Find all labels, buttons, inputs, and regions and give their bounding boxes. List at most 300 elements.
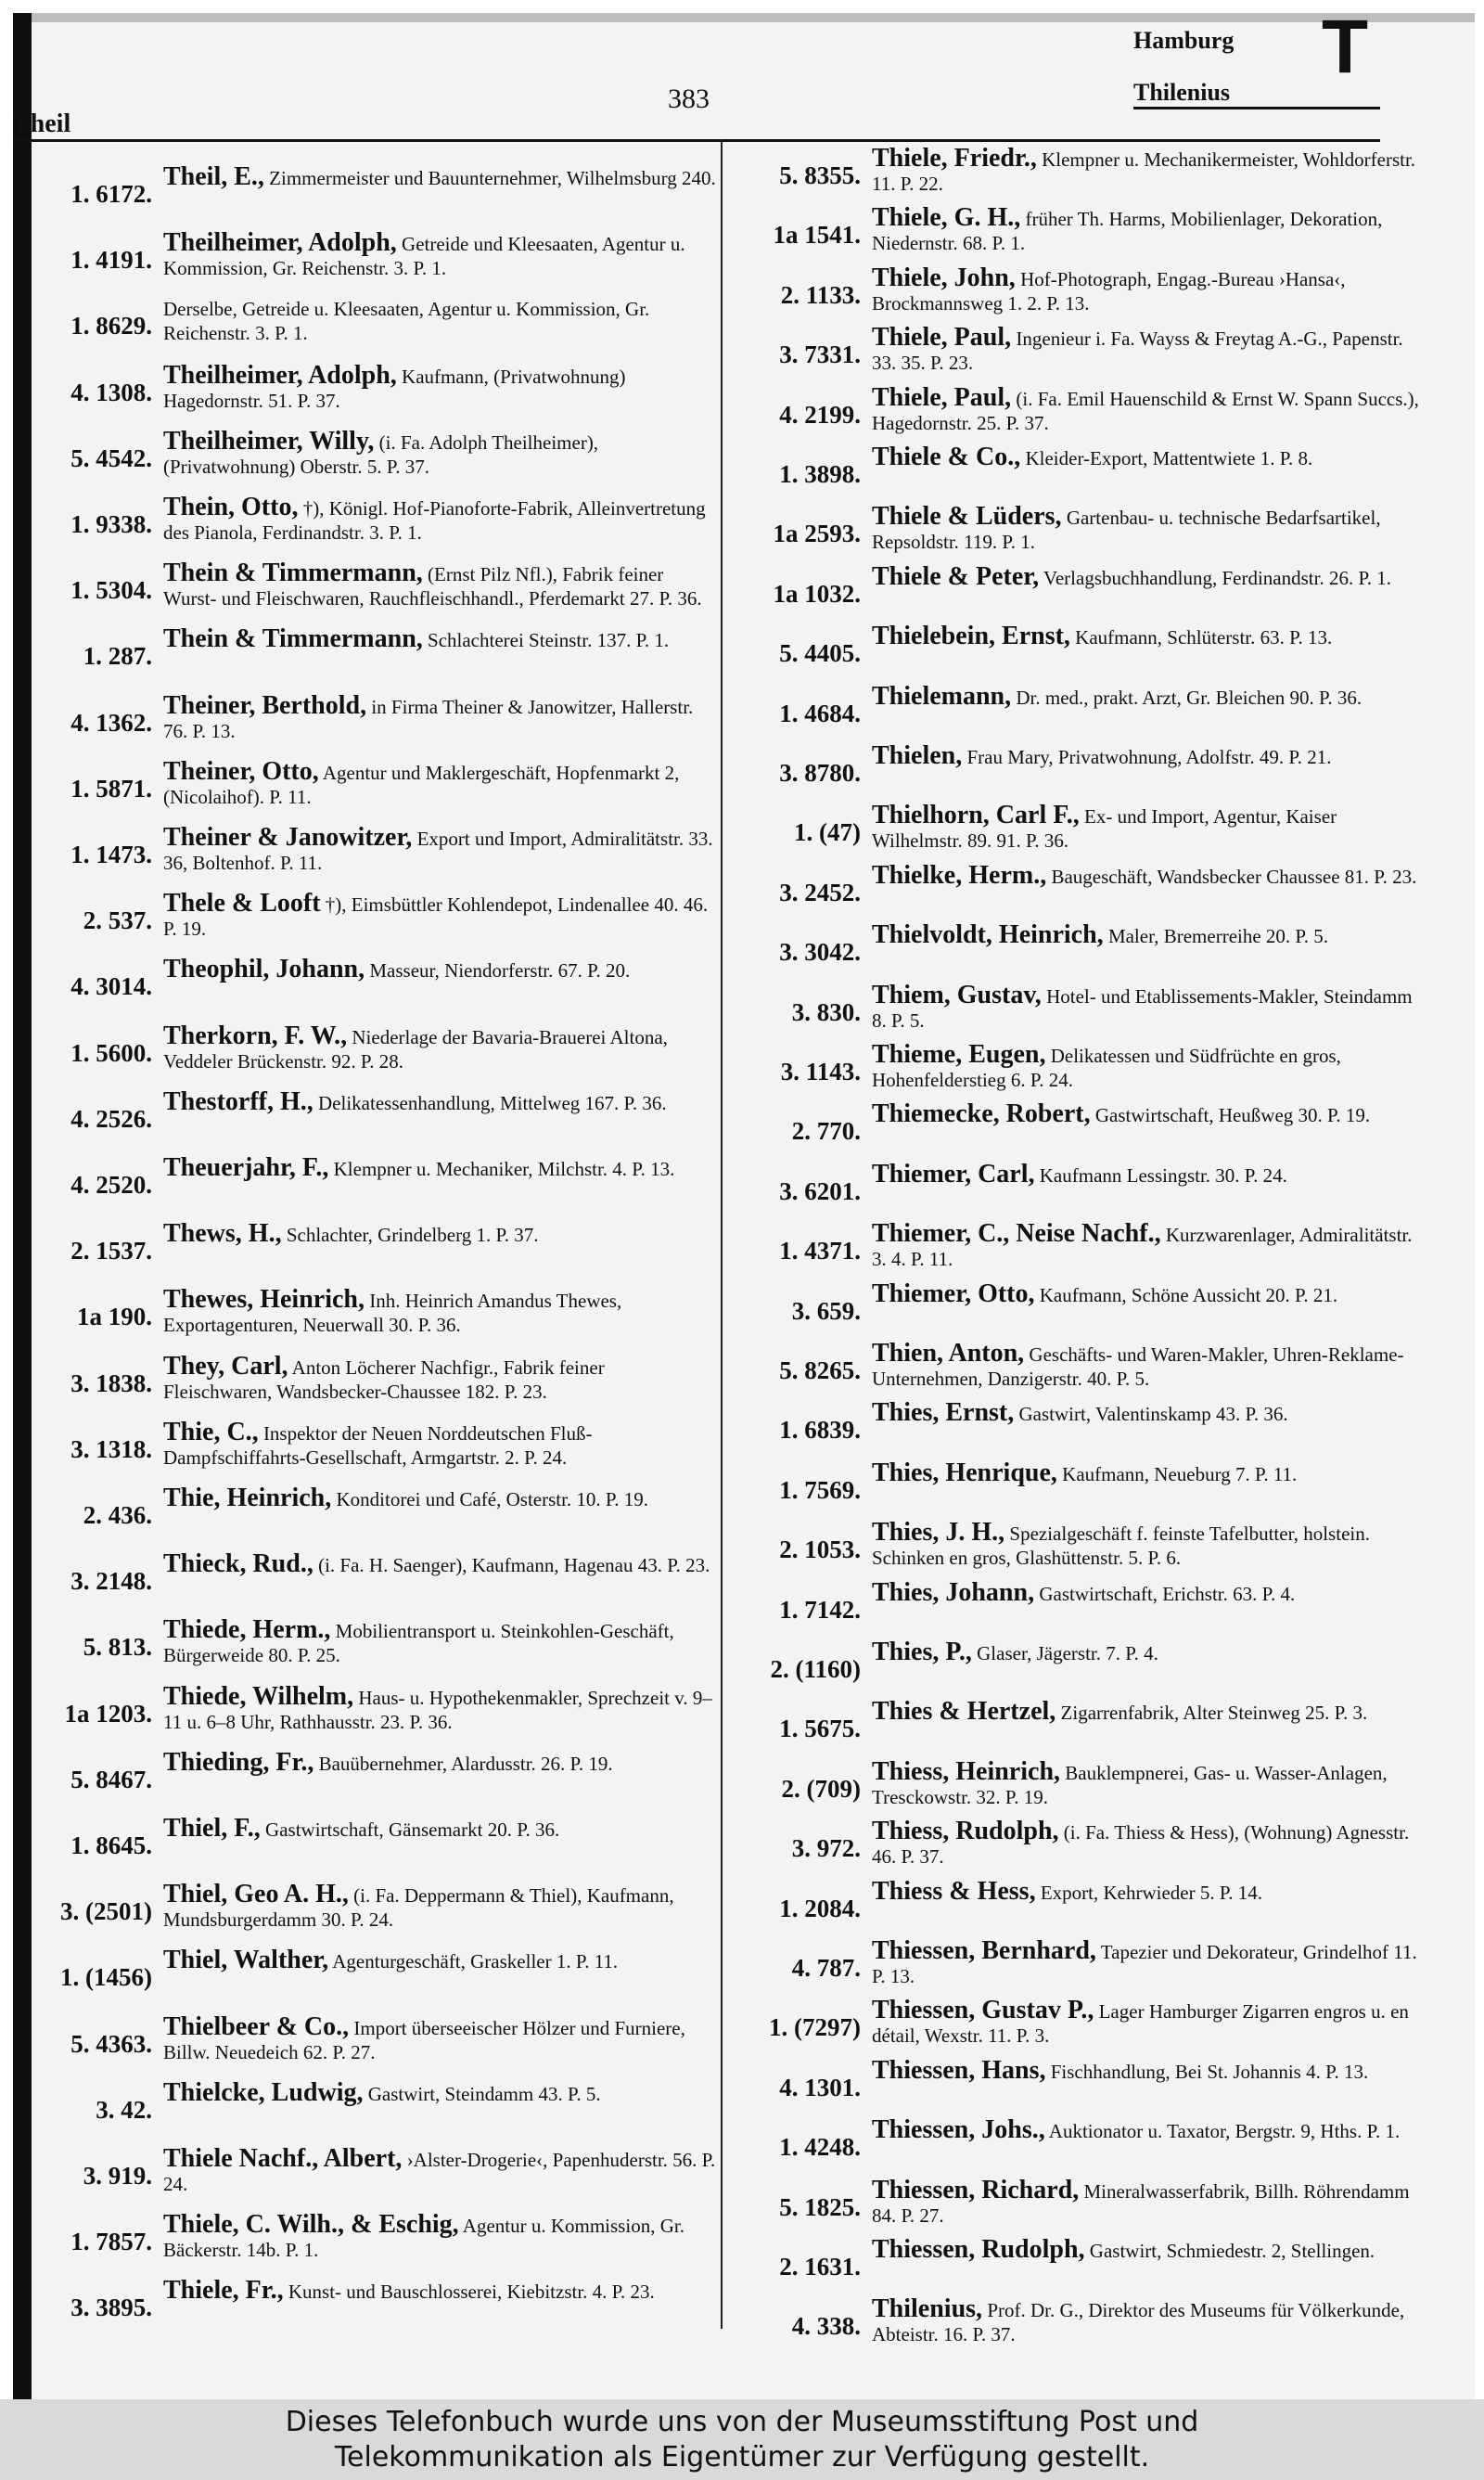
subscriber-details: Maler, Bremerreihe 20. P. 5. [1103, 925, 1329, 948]
subscriber-details: Fischhandlung, Bei St. Johannis 4. P. 13. [1045, 2060, 1369, 2083]
phone-number: 2. (1160) [770, 1655, 861, 1683]
phone-number: 1. 7857. [70, 2228, 152, 2256]
entry-text [872, 980, 1422, 1033]
subscriber-name: Thiessen, Gustav P., [872, 1996, 1094, 2025]
subscriber-name: Thein, Otto, [163, 493, 299, 521]
subscriber-details: Tapezier und Dekorateur, Grindelhof 11. P. 13. [872, 1941, 1417, 1987]
subscriber-details: Spezialgeschäft f. feinste Tafelbutter, holstein. Schinken en gros, Glashüttenstr. 5. P. 6. [872, 1523, 1370, 1570]
entry-text [872, 1099, 1422, 1129]
phone-number: 3. 6201. [779, 1176, 861, 1205]
subscriber-name: Thiel, Geo A. H., [163, 1880, 349, 1909]
entry-text [872, 1398, 1422, 1428]
subscriber-name: Thiele & Lüders, [872, 502, 1062, 532]
entry-text [163, 1417, 717, 1470]
subscriber-details: Gastwirt, Schmiedestr. 2, Stellingen. [1084, 2240, 1375, 2262]
subscriber-details: Derselbe, Getreide u. Kleesaaten, Agentur u. Kommission, Gr. Reichenstr. 3. P. 1. [163, 298, 650, 345]
header-rule-right [1133, 107, 1380, 109]
directory-entry [17, 426, 717, 479]
subscriber-name: Thies & Hertzel, [872, 1697, 1056, 1727]
phone-number: 4. 2520. [70, 1171, 152, 1199]
subscriber-name: Thiele, Fr., [163, 2276, 284, 2306]
entry-text [163, 823, 717, 875]
directory-entry [722, 860, 1422, 907]
entry-text [163, 2210, 717, 2262]
phone-number: 3. 972. [791, 1834, 861, 1863]
entry-text [872, 445, 1422, 470]
directory-entry [17, 2011, 717, 2064]
directory-entry [722, 1577, 1422, 1625]
directory-entry [17, 2077, 717, 2125]
entry-text [163, 624, 717, 654]
phone-number: 1. 8645. [70, 1831, 152, 1859]
directory-entry [17, 297, 717, 345]
entry-text [163, 1615, 717, 1667]
subscriber-name: Thiede, Herm., [163, 1615, 331, 1645]
directory-entry [722, 1756, 1422, 1809]
subscriber-details: Haus- u. Hypothekenmakler, Sprechzeit v. 9–11 u. 6–8 Uhr, Rathhausstr. 23. P. 36. [163, 1686, 712, 1733]
phone-number: 1. 7142. [779, 1595, 861, 1624]
phone-number: 1a 1541. [773, 221, 861, 250]
phone-number: 2. 1537. [70, 1237, 152, 1266]
phone-number: 2. 537. [83, 906, 152, 935]
directory-entry [722, 1518, 1422, 1570]
phone-number: 5. 4542. [70, 443, 152, 472]
directory-entry [722, 1998, 1422, 2048]
subscriber-name: Thieme, Eugen, [872, 1040, 1046, 1069]
phone-number: 3. (2501) [60, 1897, 152, 1926]
subscriber-details: (Ernst Pilz Nfl.), Fabrik feiner Wurst- und Fleischwaren, Rauchfleischhandl., Pferdemarkt 27. P. 36. [163, 563, 702, 610]
subscriber-name: Thieck, Rud., [163, 1549, 313, 1579]
header-letter: T [1322, 5, 1369, 89]
subscriber-details: Kunst- und Bauschlosserei, Kiebitzstr. 4. P. 23. [283, 2281, 655, 2304]
phone-number: 3. 42. [96, 2095, 152, 2124]
subscriber-name: Thewes, Heinrich, [163, 1285, 365, 1315]
subscriber-details: Kurzwarenlager, Admiralitätstr. 3. 4. P. 11. [872, 1224, 1413, 1271]
header-left-word: Theil [13, 109, 71, 138]
directory-entry [722, 1819, 1422, 1869]
subscriber-name: Thele & Looft [163, 889, 321, 919]
entry-text [872, 624, 1422, 649]
phone-number: 2. 1631. [779, 2253, 861, 2281]
entry-text [163, 1486, 717, 1511]
subscriber-details: Anton Löcherer Nachfigr., Fabrik feiner Fleischwaren, Wandsbecker-Chaussee 182. P. 23. [163, 1356, 605, 1403]
directory-entry [722, 1219, 1422, 1271]
subscriber-name: Theilheimer, Willy, [163, 426, 375, 456]
phone-number: 3. 8780. [779, 759, 861, 787]
directory-entry [722, 2055, 1422, 2102]
subscriber-name: Thiess, Rudolph, [872, 1817, 1059, 1846]
subscriber-details: Gartenbau- u. technische Bedarfsartikel, Repsoldstr. 119. P. 1. [872, 507, 1381, 554]
directory-entry [722, 1936, 1422, 1988]
entry-text [163, 1948, 717, 1973]
entry-text [163, 1681, 717, 1734]
phone-number: 4. 1301. [779, 2073, 861, 2101]
directory-entry [17, 1814, 717, 1860]
entry-text [163, 1747, 717, 1777]
subscriber-details: Bauübernehmer, Alardusstr. 26. P. 19. [313, 1752, 613, 1775]
entry-text [163, 297, 717, 345]
entry-text [163, 1285, 717, 1337]
subscriber-name: Thies, P., [872, 1638, 972, 1666]
phone-number: 3. 3895. [70, 2294, 152, 2322]
subscriber-details: Glaser, Jägerstr. 7. P. 4. [971, 1642, 1158, 1664]
subscriber-details: Agenturgeschäft, Graskeller 1. P. 11. [328, 1950, 619, 1973]
phone-number: 3. 1838. [70, 1368, 152, 1397]
directory-entry [722, 803, 1422, 853]
directory-entry [17, 2210, 717, 2262]
subscriber-name: Thiel, F., [163, 1814, 261, 1843]
subscriber-details: früher Th. Harms, Mobilienlager, Dekoration, Niedernstr. 68. P. 1. [872, 208, 1383, 255]
subscriber-name: Thiele Nachf., Albert, [163, 2144, 403, 2173]
subscriber-name: Theiner, Otto, [163, 756, 319, 786]
phone-number: 1. 3898. [779, 460, 861, 488]
phone-number: 2. 436. [83, 1501, 152, 1529]
subscriber-details: Zigarrenfabrik, Alter Steinweg 25. P. 3. [1055, 1702, 1368, 1725]
subscriber-details: Ex- und Import, Agentur, Kaiser Wilhelmstr. 89. 91. P. 36. [872, 805, 1337, 853]
subscriber-name: Theophil, Johann, [163, 955, 365, 984]
subscriber-name: Thielvoldt, Heinrich, [872, 920, 1104, 950]
subscriber-name: Thie, C., [163, 1417, 259, 1446]
phone-number: 1. 4248. [779, 2133, 861, 2162]
entry-text [872, 1640, 1422, 1665]
entry-text [872, 2175, 1422, 2228]
phone-number: 1. 4371. [779, 1237, 861, 1266]
entry-text [163, 957, 717, 983]
subscriber-name: Thielemann, [872, 681, 1012, 711]
subscriber-name: Therkorn, F. W., [163, 1021, 348, 1050]
subscriber-details: †), Königl. Hof-Pianoforte-Fabrik, Alleinvertretung des Pianola, Ferdinandstr. 3. P. 1. [163, 497, 706, 544]
subscriber-details: Bauklempnerei, Gas- u. Wasser-Anlagen, Tresckowstr. 32. P. 19. [872, 1761, 1388, 1808]
subscriber-details: Export, Kehrwieder 5. P. 14. [1035, 1881, 1262, 1904]
phone-number: 2. 1053. [779, 1536, 861, 1564]
entry-text [163, 2144, 717, 2196]
subscriber-details: Masseur, Niendorferstr. 67. P. 20. [365, 959, 631, 983]
subscriber-details: Dr. med., prakt. Arzt, Gr. Bleichen 90. P. 36. [1011, 686, 1362, 709]
phone-number: 5. 8355. [779, 161, 861, 189]
directory-entry [17, 756, 717, 809]
subscriber-details: Gastwirtschaft, Heußweg 30. P. 19. [1090, 1104, 1371, 1127]
subscriber-name: Thiessen, Hans, [872, 2055, 1046, 2085]
subscriber-name: Thies, Ernst, [872, 1398, 1015, 1428]
phone-number: 5. 8467. [70, 1765, 152, 1793]
directory-entry [722, 1876, 1422, 1923]
phone-number: 1. 5871. [70, 774, 152, 803]
phone-number: 5. 4363. [70, 2029, 152, 2058]
entry-text [872, 323, 1422, 375]
phone-number: 4. 3014. [70, 972, 152, 1001]
directory-entry [17, 1285, 717, 1337]
header-right-word: Thilenius [1133, 79, 1231, 106]
subscriber-details: Geschäfts- und Waren-Makler, Uhren-Reklame-Unternehmen, Danzigerstr. 40. P. 5. [872, 1343, 1404, 1390]
entry-text [872, 1756, 1422, 1809]
subscriber-name: Theilheimer, Adolph, [163, 228, 397, 258]
directory-entry [17, 1021, 717, 1073]
entry-text [872, 1518, 1422, 1570]
page-number: 383 [668, 84, 710, 114]
entry-text [872, 382, 1422, 435]
phone-number: 1. 6172. [70, 180, 152, 208]
subscriber-details: Kaufmann Lessingstr. 30. P. 24. [1034, 1163, 1287, 1187]
directory-entry [722, 624, 1422, 668]
directory-entry [722, 445, 1422, 489]
phone-number: 5. 813. [83, 1633, 152, 1662]
entry-text [163, 1814, 717, 1843]
phone-number: 1. 7569. [779, 1475, 861, 1504]
entry-text [163, 2077, 717, 2107]
phone-number: 5. 1825. [779, 2192, 861, 2221]
subscriber-name: Theil, E., [163, 162, 264, 191]
subscriber-name: Thiel, Walther, [163, 1946, 329, 1975]
phone-number: 4. 2526. [70, 1104, 152, 1133]
phone-number: 1. 5600. [70, 1038, 152, 1067]
subscriber-name: Theiner & Janowitzer, [163, 823, 413, 852]
subscriber-details: Gastwirtschaft, Erichstr. 63. P. 4. [1034, 1582, 1296, 1605]
subscriber-details: Lager Hamburger Zigarren engros u. en détail, Wexstr. 11. P. 3. [872, 2000, 1409, 2048]
entry-text [872, 1697, 1422, 1727]
subscriber-details: Delikatessenhandlung, Mittelweg 167. P. 36. [313, 1091, 667, 1114]
phone-number: 1. 2084. [779, 1894, 861, 1922]
phone-number: 1a 1032. [773, 579, 861, 608]
phone-number: 1a 1203. [64, 1699, 152, 1728]
subscriber-details: Hof-Photograph, Engag.-Bureau ›Hansa‹, Brockmannsweg 1. 2. P. 13. [872, 267, 1346, 315]
subscriber-name: Thielen, [872, 741, 963, 770]
entry-text [872, 1998, 1422, 2048]
subscriber-details: Kaufmann, Schöne Aussicht 20. P. 21. [1034, 1283, 1338, 1306]
subscriber-name: Thielhorn, Carl F., [872, 801, 1080, 830]
entry-text [872, 1040, 1422, 1092]
directory-entry [722, 681, 1422, 728]
directory-entry [17, 360, 717, 413]
directory-entry [17, 624, 717, 671]
directory-entry [722, 203, 1422, 255]
directory-entry [17, 495, 717, 545]
entry-text [872, 263, 1422, 315]
entry-text [163, 1021, 717, 1073]
directory-entry [17, 1153, 717, 1200]
entry-text [163, 561, 717, 610]
entry-text [872, 561, 1422, 591]
subscriber-name: Thien, Anton, [872, 1339, 1025, 1368]
subscriber-name: Thies, J. H., [872, 1518, 1005, 1548]
directory-entry [17, 1219, 717, 1266]
subscriber-name: Theiner, Berthold, [163, 690, 367, 720]
entry-text [872, 2235, 1422, 2264]
directory-entry [722, 144, 1422, 196]
subscriber-details: Kaufmann, Schlüterstr. 63. P. 13. [1069, 626, 1333, 649]
subscriber-details: Inspektor der Neuen Norddeutschen Fluß-Dampfschiffahrts-Gesellschaft, Armgartstr. 2. P. 24. [163, 1421, 593, 1469]
subscriber-name: Thielcke, Ludwig, [163, 2077, 364, 2107]
directory-entry [722, 1640, 1422, 1684]
subscriber-details: (i. Fa. Deppermann & Thiel), Kaufmann, Mundsburgerdamm 30. P. 24. [163, 1884, 674, 1932]
subscriber-details: Gastwirt, Valentinskamp 43. P. 36. [1014, 1403, 1288, 1426]
subscriber-name: Thein & Timmermann, [163, 624, 423, 654]
entry-text [872, 803, 1422, 853]
subscriber-details: Import überseeischer Hölzer und Furniere, Billw. Neuedeich 62. P. 27. [163, 2016, 685, 2063]
directory-entry [722, 2115, 1422, 2162]
subscriber-name: Thiele, Friedr., [872, 144, 1037, 173]
subscriber-name: Thiemecke, Robert, [872, 1099, 1091, 1129]
subscriber-details: (i. Fa. H. Saenger), Kaufmann, Hagenau 43. P. 23. [313, 1554, 710, 1577]
phone-number: 1. 6839. [779, 1416, 861, 1445]
subscriber-details: Klempner u. Mechaniker, Milchstr. 4. P. 13. [328, 1158, 675, 1180]
subscriber-name: Thiess & Hess, [872, 1876, 1036, 1906]
directory-entry [722, 2294, 1422, 2346]
header-right [1133, 15, 1291, 119]
entry-text [163, 1351, 717, 1404]
subscriber-name: Thiele, G. H., [872, 203, 1021, 233]
subscriber-details: Hotel- und Etablissements-Makler, Steindamm 8. P. 5. [872, 984, 1413, 1032]
directory-entry [722, 1458, 1422, 1505]
directory-entry [722, 1099, 1422, 1146]
phone-number: 1. 4191. [70, 246, 152, 275]
directory-entry [17, 1086, 717, 1134]
subscriber-name: Thiele, Paul, [872, 382, 1012, 412]
phone-number: 1. (1456) [60, 1963, 152, 1992]
directory-entry [17, 2276, 717, 2322]
directory-entry [17, 1882, 717, 1932]
entry-text [163, 1882, 717, 1932]
entry-text [872, 2294, 1422, 2346]
entry-text [872, 1936, 1422, 1988]
subscriber-details: Kaufmann, (Privatwohnung) Hagedornstr. 51. P. 37. [163, 365, 626, 412]
phone-number: 5. 4405. [779, 639, 861, 668]
subscriber-details: in Firma Theiner & Janowitzer, Hallerstr. 76. P. 13. [163, 695, 694, 742]
subscriber-details: Zimmermeister und Bauunternehmer, Wilhelmsburg 240. [263, 167, 716, 189]
entry-text [163, 360, 717, 413]
subscriber-details: Konditorei und Café, Osterstr. 10. P. 19. [331, 1488, 649, 1510]
subscriber-name: Thiele, Paul, [872, 323, 1012, 353]
directory-entry [722, 1697, 1422, 1743]
subscriber-name: Thiem, Gustav, [872, 980, 1042, 1009]
subscriber-name: Thielke, Herm., [872, 860, 1047, 890]
phone-number: 3. 1318. [70, 1434, 152, 1463]
subscriber-name: Theilheimer, Adolph, [163, 360, 397, 390]
directory-entry [17, 1417, 717, 1470]
phone-number: 2. 770. [791, 1117, 861, 1146]
entry-text [872, 1159, 1422, 1189]
phone-number: 4. 1308. [70, 378, 152, 406]
directory-entry [17, 561, 717, 610]
directory-entry [17, 1948, 717, 1992]
phone-number: 1. 1473. [70, 841, 152, 868]
subscriber-name: Thiele, John, [872, 263, 1016, 292]
subscriber-details: Auktionator u. Taxator, Bergstr. 9, Hths. P. 1. [1044, 2120, 1401, 2143]
entry-text [163, 1549, 717, 1579]
footer-line-2: Telekommunikation als Eigentümer zur Verfügung gestellt. [334, 2441, 1150, 2474]
entry-text [872, 920, 1422, 950]
entry-text [163, 228, 717, 280]
phone-number: 3. 659. [791, 1296, 861, 1325]
subscriber-name: They, Carl, [163, 1351, 288, 1381]
directory-entry [17, 1486, 717, 1530]
entry-text [163, 2276, 717, 2306]
subscriber-name: Thein & Timmermann, [163, 559, 423, 588]
header-city: Hamburg [1133, 27, 1235, 54]
directory-entry [17, 957, 717, 1001]
directory-entry [722, 1339, 1422, 1391]
entry-text [872, 2055, 1422, 2085]
phone-number: 3. 919. [83, 2162, 152, 2190]
subscriber-details: Verlagsbuchhandlung, Ferdinandstr. 26. P. 1. [1039, 566, 1392, 589]
directory-entry [17, 889, 717, 941]
subscriber-details: Getreide und Kleesaaten, Agentur u. Kommission, Gr. Reichenstr. 3. P. 1. [163, 233, 685, 280]
entry-text [872, 1577, 1422, 1607]
subscriber-details: (i. Fa. Adolph Theilheimer), (Privatwohnung) Oberstr. 5. P. 37. [163, 430, 599, 478]
directory-entry [722, 561, 1422, 609]
subscriber-name: Thiele & Co., [872, 443, 1021, 471]
subscriber-details: Kaufmann, Neueburg 7. P. 11. [1056, 1462, 1298, 1485]
entry-text [872, 144, 1422, 196]
directory-entry [722, 741, 1422, 788]
entry-text [872, 2115, 1422, 2145]
phone-number: 5. 8265. [779, 1356, 861, 1384]
subscriber-details: Agentur u. Kommission, Gr. Bäckerstr. 14b. P. 1. [163, 2215, 684, 2262]
subscriber-details: Gastwirtschaft, Gänsemarkt 20. P. 36. [260, 1818, 560, 1841]
entry-text [872, 681, 1422, 711]
subscriber-name: Thilenius, [872, 2294, 983, 2324]
directory-entry [722, 2235, 1422, 2281]
directory-entry [17, 1351, 717, 1404]
subscriber-name: Thiele & Peter, [872, 561, 1040, 591]
phone-number: 4. 787. [791, 1954, 861, 1982]
phone-number: 4. 338. [791, 2312, 861, 2341]
phone-number: 3. 2148. [70, 1567, 152, 1596]
subscriber-name: Theuerjahr, F., [163, 1153, 329, 1182]
phone-number: 1a 2593. [773, 520, 861, 548]
subscriber-details: Agentur und Maklergeschäft, Hopfenmarkt 2, (Nicolaihof). P. 11. [163, 761, 680, 808]
entry-text [872, 1876, 1422, 1906]
subscriber-name: Thiemer, C., Neise Nachf., [872, 1219, 1161, 1249]
subscriber-name: Thiessen, Richard, [872, 2175, 1080, 2204]
phone-number: 1. 4684. [779, 699, 861, 727]
directory-entry [722, 2175, 1422, 2228]
entry-text [872, 1219, 1422, 1271]
subscriber-name: Thiede, Wilhelm, [163, 1681, 354, 1711]
directory-entry [722, 920, 1422, 967]
subscriber-details: Schlachter, Grindelberg 1. P. 37. [281, 1224, 539, 1247]
entry-text [163, 495, 717, 545]
phone-number: 1. (47) [794, 818, 861, 847]
entry-text [163, 690, 717, 743]
phone-number: 1. 5304. [70, 576, 152, 605]
entry-text [872, 203, 1422, 255]
entry-text [163, 756, 717, 809]
phone-number: 1. 9338. [70, 510, 152, 538]
subscriber-details: Prof. Dr. G., Direktor des Museums für Völkerkunde, Abteistr. 16. P. 37. [872, 2299, 1405, 2346]
subscriber-details: (i. Fa. Emil Hauenschild & Ernst W. Spann Succs.), Hagedornstr. 25. P. 37. [872, 387, 1419, 434]
entry-text [872, 860, 1422, 890]
directory-entry [17, 690, 717, 743]
phone-number: 1. 5675. [779, 1715, 861, 1743]
directory-entry [17, 1549, 717, 1596]
entry-text [163, 889, 717, 941]
subscriber-details: Frau Mary, Privatwohnung, Adolfstr. 49. P. 21. [962, 746, 1332, 768]
directory-entry [17, 1681, 717, 1734]
directory-entry [17, 2144, 717, 2196]
phone-number: 3. 830. [791, 997, 861, 1026]
entry-text [163, 1153, 717, 1182]
phone-number: 3. 3042. [779, 938, 861, 967]
subscriber-details: Baugeschäft, Wandsbecker Chaussee 81. P. 23. [1046, 865, 1417, 888]
subscriber-details: Delikatessen und Südfrüchte en gros, Hohenfelderstieg 6. P. 24. [872, 1045, 1341, 1091]
footer-line-1: Dieses Telefonbuch wurde uns von der Museumsstiftung Post und [285, 2406, 1199, 2438]
subscriber-name: Thies, Henrique, [872, 1458, 1057, 1487]
subscriber-details: ›Alster-Drogerie‹, Papenhuderstr. 56. P. 24. [163, 2149, 716, 2195]
entry-text [872, 502, 1422, 554]
directory-entry [17, 823, 717, 875]
entry-text [163, 162, 717, 191]
phone-number: 3. 1143. [780, 1058, 861, 1086]
